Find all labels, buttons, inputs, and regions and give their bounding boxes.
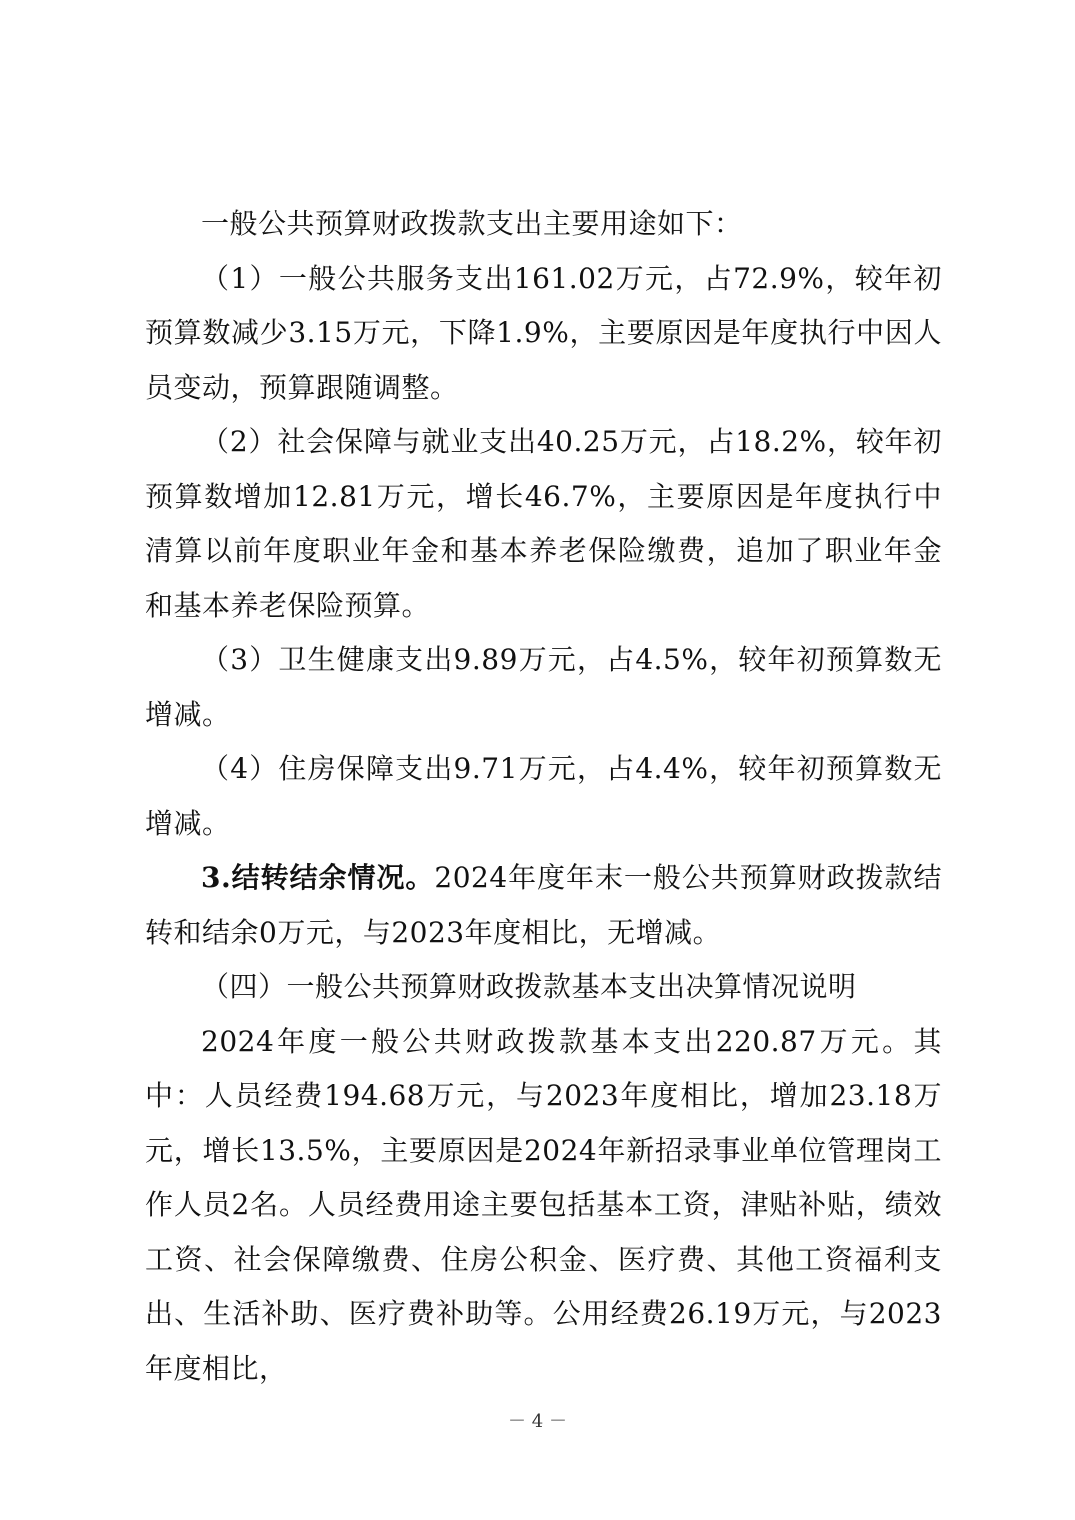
paragraph-text: （4）住房保障支出9.71万元，占4.4%，较年初预算数无增减。 xyxy=(145,752,942,840)
section-lead: 3.结转结余情况。 xyxy=(201,861,435,894)
document-body xyxy=(145,197,942,1396)
page-number: － 4 － xyxy=(508,1411,567,1432)
paragraph-text: （1）一般公共服务支出161.02万元，占72.9%，较年初预算数减少3.15万元，下降1.9%，主要原因是年度执行中因人员变动，预算跟随调整。 xyxy=(145,261,942,404)
paragraph-text: （2）社会保障与就业支出40.25万元，占18.2%，较年初预算数增加12.81万元，增长46.7%，主要原因是年度执行中清算以前年度职业年金和基本养老保险缴费，追加了职业年金和基本养老保险预算。 xyxy=(145,425,942,622)
paragraph-text: 一般公共预算财政拨款支出主要用途如下： xyxy=(201,207,743,240)
paragraph-text: 2024年度一般公共财政拨款基本支出220.87万元。其中：人员经费194.68万元，与2023年度相比，增加23.18万元，增长13.5%，主要原因是2024年新招录事业单位管理岗工作人员2名。人员经费用途主要包括基本工资，津贴补贴，绩效工资、社会保障缴费、住房公积金、医疗费、其他工资福利支出、生活补助、医疗费补助等。公用经费26.19万元，与2023年度相比， xyxy=(145,1024,942,1385)
paragraph-usage-intro xyxy=(145,197,942,252)
paragraph-housing xyxy=(145,742,942,851)
paragraph-social-security xyxy=(145,415,942,633)
paragraph-carryover xyxy=(145,851,942,960)
paragraph-general-public-services xyxy=(145,252,942,416)
paragraph-text: （3）卫生健康支出9.89万元，占4.5%，较年初预算数无增减。 xyxy=(145,643,942,731)
paragraph-health xyxy=(145,633,942,742)
section-heading-basic-expenditure xyxy=(145,960,942,1015)
paragraph-text: 2024年度年末一般公共预算财政拨款结转和结余0万元，与2023年度相比，无增减。 xyxy=(145,861,942,949)
paragraph-basic-expenditure xyxy=(145,1015,942,1397)
heading-text: （四）一般公共预算财政拨款基本支出决算情况说明 xyxy=(201,970,857,1003)
